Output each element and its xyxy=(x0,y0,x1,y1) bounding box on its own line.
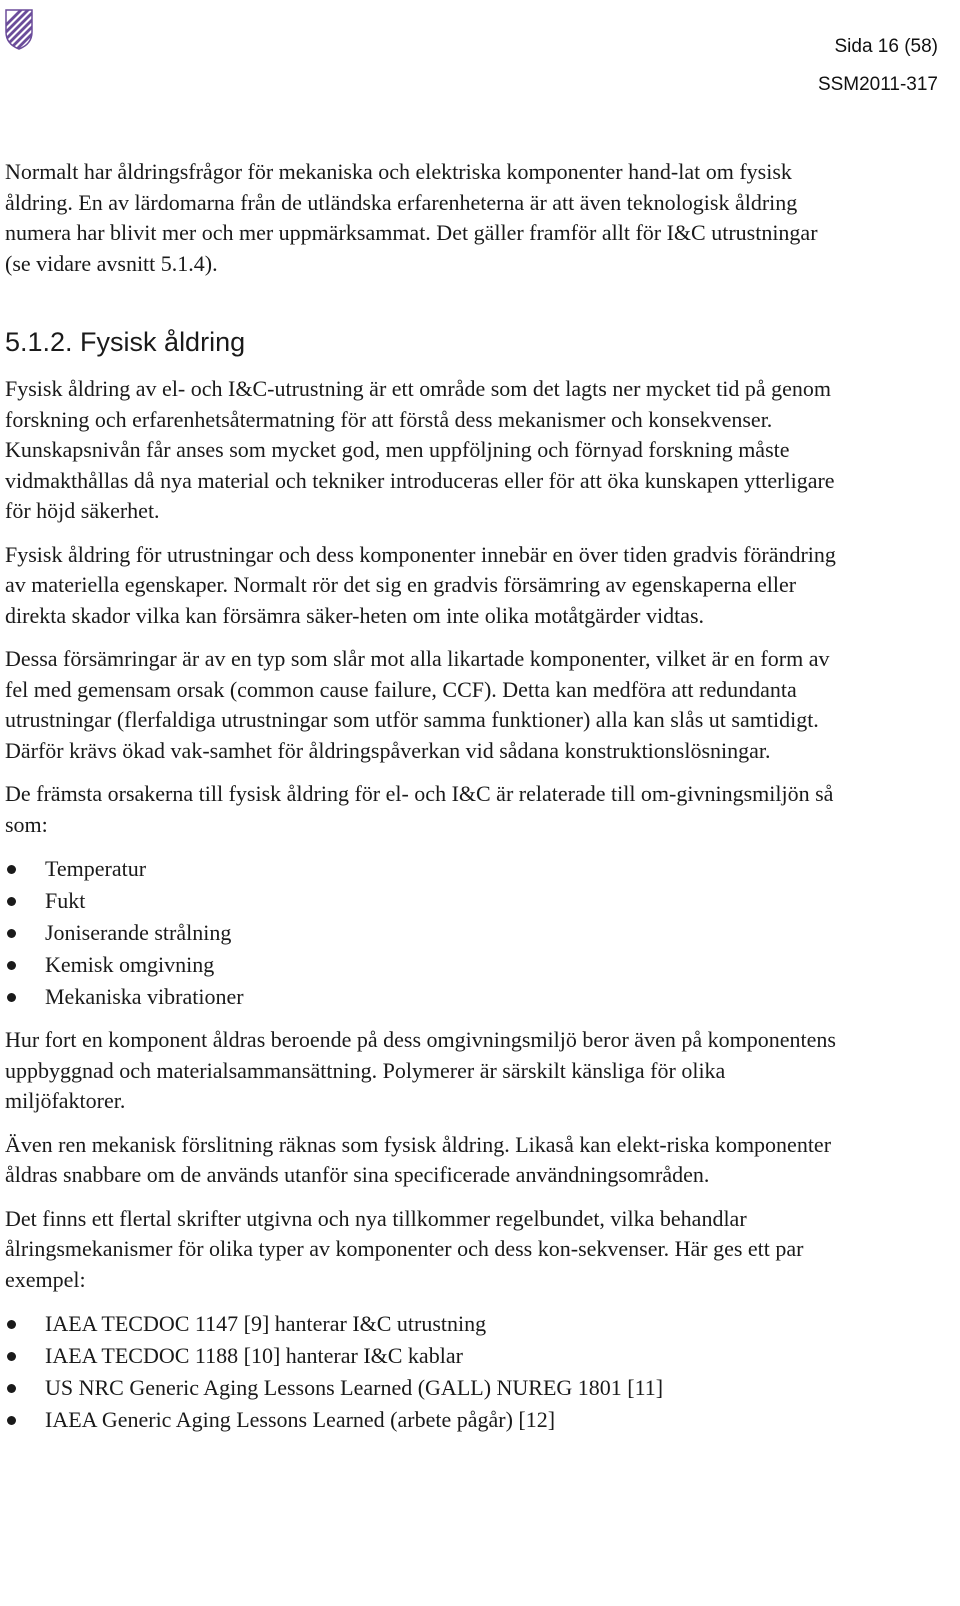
list-item: Temperatur xyxy=(5,853,845,885)
document-id: SSM2011-317 xyxy=(817,74,938,95)
paragraph: Även ren mekanisk förslitning räknas som fysisk åldring. Likaså kan elekt-riska komponenter åldras snabbare om de används utanför sina specificerade användningsområden. xyxy=(5,1131,832,1187)
paragraph: Dessa försämringar är av en typ som slår mot alla likartade komponenter, vilket är en form av fel med gemensam orsak (common cause failure, CCF). Detta kan medföra att redundanta utrustningar (flerfaldiga utrustningar som utför samma funktioner) alla kan slås ut samtidigt. Därför krävs ökad vak-samhet för åldringspåverkan vid sådana konstruktionslösningar. xyxy=(5,646,830,763)
paragraph: Hur fort en komponent åldras beroende på dess omgivningsmiljö beror även på komponentens uppbyggnad och materialsammansättning. Polymerer är särskilt känsliga för olika miljöfaktorer. xyxy=(5,1027,836,1113)
bullet-icon xyxy=(7,1404,17,1436)
bullet-icon xyxy=(7,853,17,885)
list-item: IAEA Generic Aging Lessons Learned (arbete pågår) [12] xyxy=(5,1404,845,1436)
bullet-icon xyxy=(7,1308,17,1340)
bullet-icon xyxy=(7,1372,17,1404)
list-item: Fukt xyxy=(5,885,845,917)
list-item: Mekaniska vibrationer xyxy=(5,981,845,1013)
bullet-icon xyxy=(7,1340,17,1372)
list-item: IAEA TECDOC 1147 [9] hanterar I&C utrustning xyxy=(5,1308,845,1340)
paragraph: Det finns ett flertal skrifter utgivna och nya tillkommer regelbundet, vilka behandlar ålringsmekanismer för olika typer av komponenter och dess kon-sekvenser. Här ges ett par exempel: xyxy=(5,1205,804,1292)
list-item: Joniserande strålning xyxy=(5,917,845,949)
paragraph: De främsta orsakerna till fysisk åldring för el- och I&C är relaterade till om-givningsmiljön så som: xyxy=(5,781,834,837)
bullet-icon xyxy=(7,949,17,981)
page-header xyxy=(818,28,938,104)
ssm-shield-logo-icon xyxy=(4,8,34,50)
list-item: IAEA TECDOC 1188 [10] hanterar I&C kablar xyxy=(5,1340,845,1372)
list-item: Kemisk omgivning xyxy=(5,949,845,981)
intro-paragraph: Normalt har åldringsfrågor för mekaniska och elektriska komponenter hand-lat om fysisk åldring. En av lärdomarna från de utländska erfarenheterna är att även teknologisk åldring numera har blivit mer och mer uppmärksammat. Det gäller framför allt för I&C utrustningar (se vidare avsnitt 5.1.4). xyxy=(5,159,818,276)
paragraph: Fysisk åldring för utrustningar och dess komponenter innebär en över tiden gradvis förändring av materiella egenskaper. Normalt rör det sig en gradvis försämring av egenskaperna eller direkta skador vilka kan försämra säker-heten om inte olika motåtgärder vidtas. xyxy=(5,541,836,628)
page-number: Sida 16 (58) xyxy=(834,36,938,57)
list-item: US NRC Generic Aging Lessons Learned (GALL) NUREG 1801 [11] xyxy=(5,1372,845,1404)
bullet-icon xyxy=(7,885,17,917)
aging-factors-list xyxy=(5,853,845,1013)
section-heading: 5.1.2. Fysisk åldring xyxy=(5,327,246,357)
paragraph: Fysisk åldring av el- och I&C-utrustning är ett område som det lagts ner mycket tid på genom forskning och erfarenhetsåtermatning för att förstå dess mekanismer och konsekvenser. Kunskapsnivån får anses som mycket god, men uppföljning och förnyad forskning måste vidmakthållas då nya material och tekniker introduceras eller för att öka kunskapen ytterligare för höjd säkerhet. xyxy=(5,376,835,523)
bullet-icon xyxy=(7,917,17,949)
document-body xyxy=(5,157,845,1448)
bullet-icon xyxy=(7,981,17,1013)
references-list xyxy=(5,1308,845,1436)
